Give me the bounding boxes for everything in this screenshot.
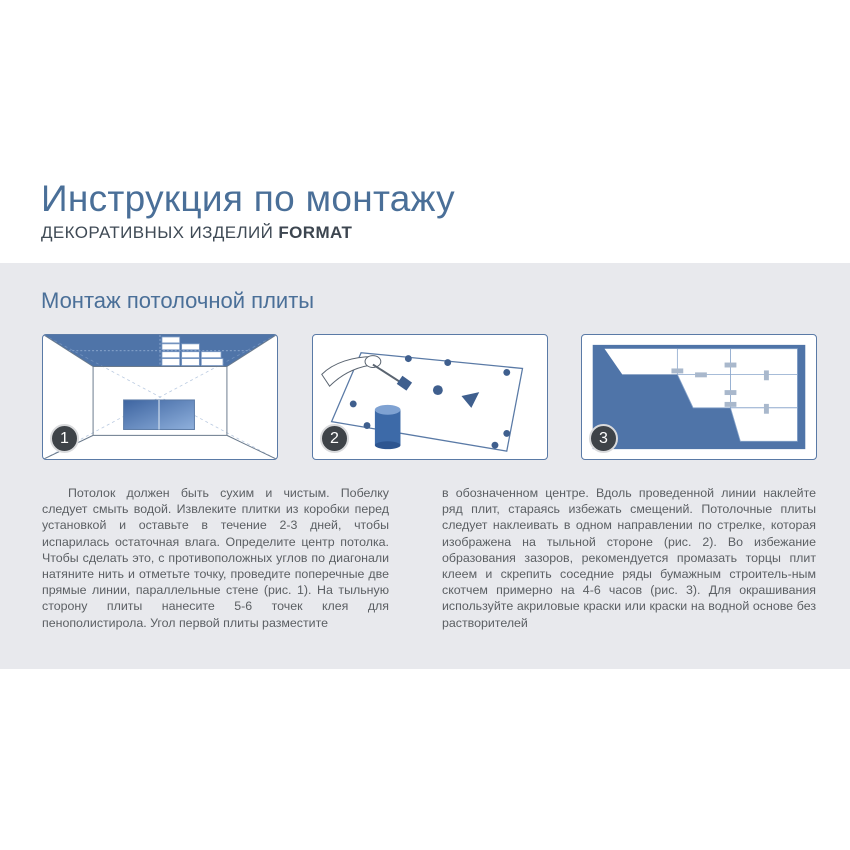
section-title: Монтаж потолочной плиты: [41, 288, 315, 313]
step-2-panel: [312, 334, 548, 460]
instructions-right-column: в обозначенном центре. Вдоль проведенной линии наклейте ряд плит, стараясь избежать смещений. Потолочные плиты следует наклеивать в одном направлении по стрелке, которая изображена на тыльной стороне (рис. 2). Во избежание образования зазоров, рекомендуется промазать торцы плит клеем и скрепить соседние ряды бумажным строитель-ным скотчем примерно на 4-6 часов (рис. 3). Для окрашивания используйте акриловые краски или краски на водной основе без растворителей: [442, 486, 816, 630]
step-3-badge: 3: [589, 424, 618, 453]
step-1-badge: 1: [50, 424, 79, 453]
step-2-badge: 2: [320, 424, 349, 453]
step-3-panel: [581, 334, 817, 460]
step-1-panel: [42, 334, 278, 460]
subtitle-text: ДЕКОРАТИВНЫХ ИЗДЕЛИЙ: [41, 223, 274, 242]
instructions-left-column: Потолок должен быть сухим и чистым. Побелку следует смыть водой. Извлеките плитки из коробки перед установкой и оставьте в течение 2-3 дней, чтобы испарилась остаточная влага. Определите центр потолка. Чтобы сделать это, с противоположных углов по диагонали натяните нить и отметьте точку, проведите поперечные две прямые линии, параллельные стене (рис. 1). На тыльную сторону плиты нанесите 5-6 точек клея для пенополистирола. Угол первой плиты разместите: [42, 486, 389, 630]
page-title: Инструкция по монтажу: [41, 178, 455, 219]
brand-name: FORMAT: [278, 223, 353, 242]
page-subtitle: [41, 223, 352, 243]
